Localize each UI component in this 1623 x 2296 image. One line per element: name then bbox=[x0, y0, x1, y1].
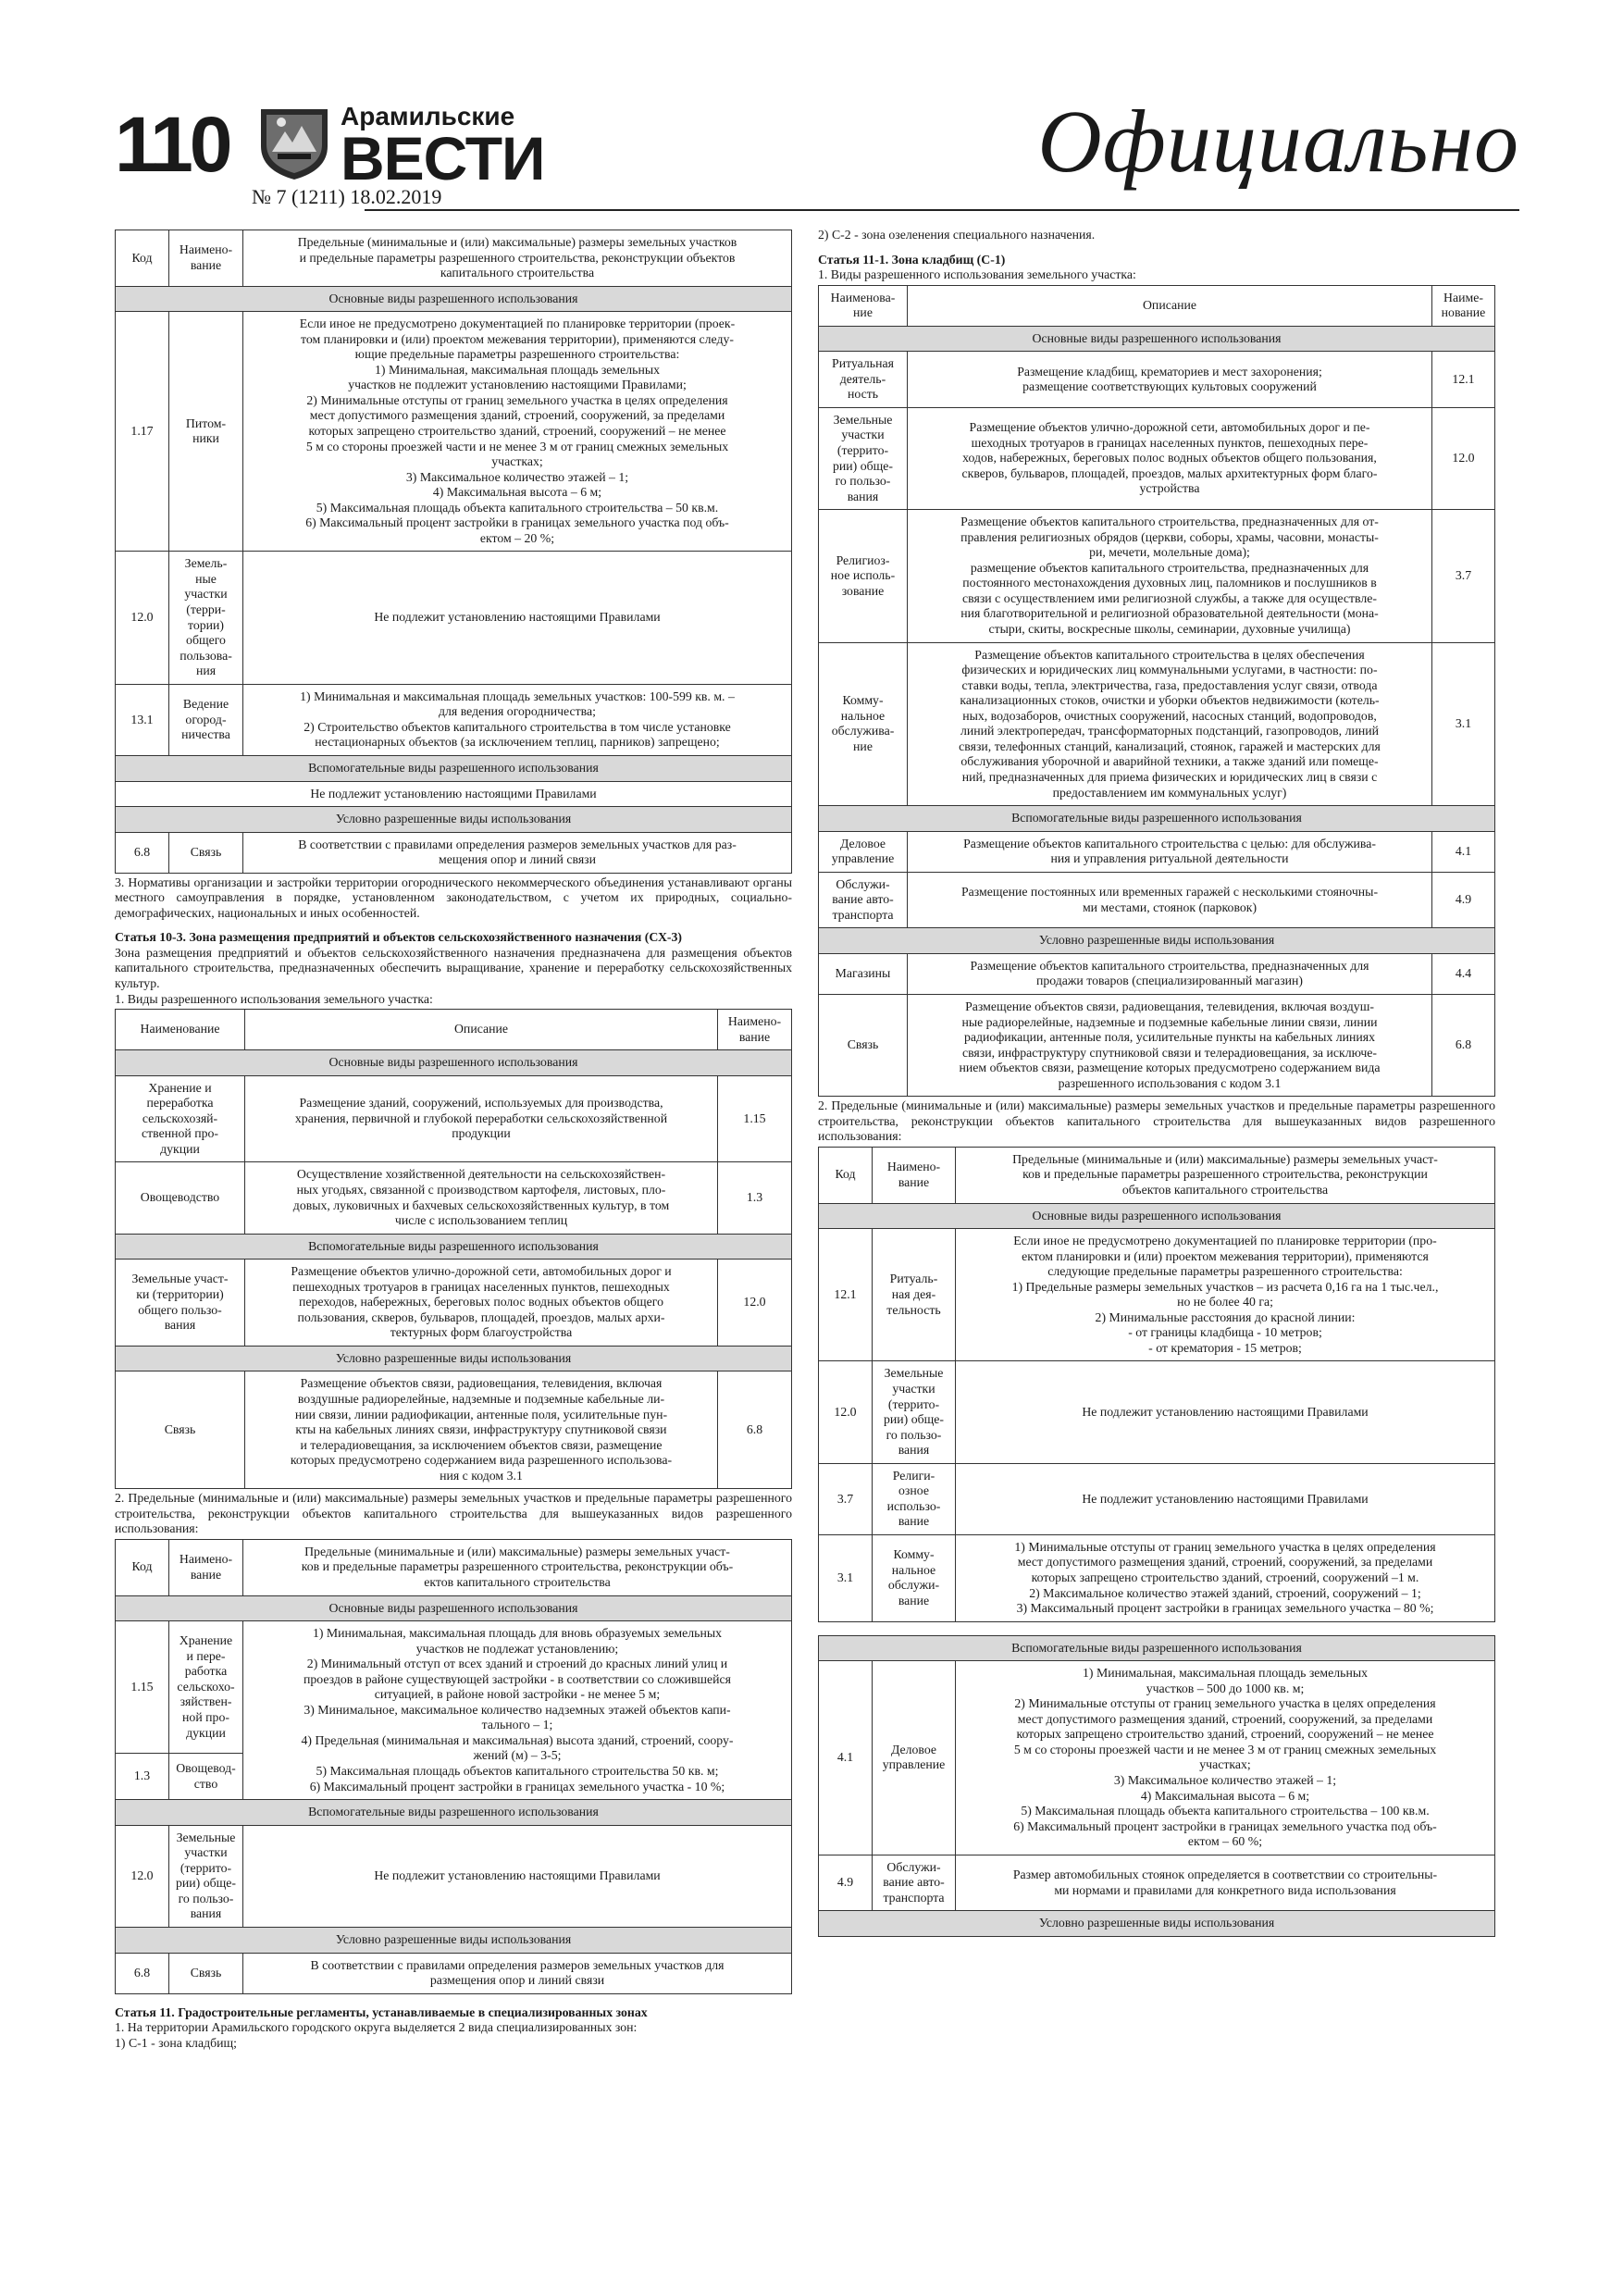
name-cell: Земельные участки (террито- рии) обще- го пользо- вания bbox=[169, 1825, 243, 1927]
name-cell: Хранение и пере- работка сельскохо- зяйствен- ной про- дукции bbox=[169, 1621, 243, 1754]
code-cell: 6.8 bbox=[116, 832, 169, 873]
limits-cell: Не подлежит установлению настоящими Правилами bbox=[243, 1825, 792, 1927]
article-title: Статья 10-3. Зона размещения предприятий и объектов сельскохозяйственного назначения (СХ-3) bbox=[115, 930, 682, 945]
paragraph: Зона размещения предприятий и объектов сельскохозяйственного назначения предназначена для размещения объектов капитального строительства, предназначенных обеспечить выращивание, хранение и переработку сельскохозяйственных культур. bbox=[115, 945, 792, 990]
section-band: Вспомогательные виды разрешенного использования bbox=[116, 755, 792, 781]
table-row bbox=[819, 1661, 1495, 1855]
table-row bbox=[116, 1162, 792, 1234]
table-row bbox=[116, 832, 792, 873]
code-cell: 12.0 bbox=[116, 552, 169, 684]
section-band: Вспомогательные виды разрешенного использования bbox=[819, 806, 1495, 832]
code-cell: 1.17 bbox=[116, 312, 169, 552]
header-divider bbox=[365, 209, 1519, 211]
code-cell: 3.7 bbox=[1432, 510, 1495, 642]
name-cell: Ритуальная деятель- ность bbox=[819, 352, 908, 408]
description-cell: Размещение зданий, сооружений, используемых для производства, хранения, первичной и глубокой переработки сельскохозяйственной продукции bbox=[245, 1075, 718, 1162]
section-band: Условно разрешенные виды использования bbox=[116, 1346, 792, 1371]
table-header-cell: Код bbox=[819, 1147, 873, 1203]
code-cell: 13.1 bbox=[116, 684, 169, 755]
paragraph: 1. На территории Арамильского городского округа выделяется 2 вида специализированных зон: bbox=[115, 2020, 638, 2035]
limits-cell: Если иное не предусмотрено документацией по планировке территории (проек- том планировки и (или) проектом межевания территории), применяются следу- ющие предельные параметры разрешенного строительства: 1) Минимальная, максимальная площадь земельных участков не подлежит установлению настоящими Правилами; 2) Минимальные отступы от границ земельного участка в целях определения мест допустимого размещения зданий, строений, сооружений, за пределами которых запрещено строительство зданий, строений, сооружений – не менее 5 м со стороны проезжей части и не менее 3 м от границ смежных земельных участках; 3) Максимальное количество этажей – 1; 4) Максимальная высота – 6 м; 5) Максимальная площадь объекта капитального строительства – 50 кв.м. 6) Максимальный процент застройки в границах земельного участка под объ- ектом – 20 %; bbox=[243, 312, 792, 552]
code-cell: 12.0 bbox=[1432, 407, 1495, 509]
table-row bbox=[819, 1361, 1495, 1463]
table-row bbox=[116, 1953, 792, 1993]
code-cell: 6.8 bbox=[1432, 994, 1495, 1096]
code-cell: 6.8 bbox=[718, 1371, 792, 1489]
description-cell: Размещение объектов капитального строительства, предназначенных для продажи товаров (специализированный магазин) bbox=[908, 953, 1432, 994]
table-row bbox=[819, 953, 1495, 994]
code-cell: 1.3 bbox=[116, 1754, 169, 1800]
paragraph: 1. Виды разрешенного использования земельного участка: bbox=[818, 267, 1136, 282]
table-header-cell: Наимено- вание bbox=[718, 1010, 792, 1050]
description-cell: Размещение кладбищ, крематориев и мест захоронения; размещение соответствующих культовых сооружений bbox=[908, 352, 1432, 408]
name-cell: Обслужи- вание авто- транспорта bbox=[873, 1855, 956, 1911]
paragraph: 2) С-2 - зона озеленения специального назначения. bbox=[818, 228, 1096, 242]
section-band: Вспомогательные виды разрешенного использования bbox=[116, 1800, 792, 1826]
table-row bbox=[116, 684, 792, 755]
table-row bbox=[819, 352, 1495, 408]
table-header-cell: Наимено- вание bbox=[873, 1147, 956, 1203]
table-header-cell: Предельные (минимальные и (или) максимальные) размеры земельных участ- ков и предельные параметры разрешенного строительства, реконструкции объектов капитального строительства bbox=[956, 1147, 1495, 1203]
section-band: Основные виды разрешенного использования bbox=[819, 1203, 1495, 1229]
code-cell: 1.15 bbox=[718, 1075, 792, 1162]
code-cell: 4.1 bbox=[819, 1661, 873, 1855]
limits-table-c1 bbox=[818, 1147, 1495, 1622]
limits-cell: Не подлежит установлению настоящими Правилами bbox=[243, 552, 792, 684]
table-header-cell: Наименование bbox=[116, 1010, 245, 1050]
code-cell: 3.1 bbox=[1432, 642, 1495, 805]
name-cell: Овощеводство bbox=[116, 1162, 245, 1234]
name-cell: Связь bbox=[116, 1371, 245, 1489]
code-cell: 12.1 bbox=[819, 1229, 873, 1361]
coat-of-arms-icon bbox=[254, 100, 335, 181]
code-cell: 1.3 bbox=[718, 1162, 792, 1234]
use-types-table-c1 bbox=[818, 285, 1495, 1098]
name-cell: Земельные участки (террито- рии) обще- го пользо- вания bbox=[873, 1361, 956, 1463]
limits-cell: 1) Минимальная, максимальная площадь для вновь образуемых земельных участков не подлежат установлению; 2) Минимальный отступ от всех зданий и строений до красных линий улиц и проездов в районе существующей застройки - в соответствии со сложившейся ситуацией, в районе новой застройки - не менее 5 м; 3) Минимальное, максимальное количество надземных этажей объектов капи- тального – 1; 4) Предельная (минимальная и максимальная) высота зданий, строений, соору- жений (м) – 3-5; 5) Максимальная площадь объектов капитального строительства 50 кв. м; 6) Максимальный процент застройки в границах земельного участка - 10 %; bbox=[243, 1621, 792, 1800]
limits-table-ogorod bbox=[115, 230, 792, 874]
name-cell: Деловое управление bbox=[873, 1661, 956, 1855]
paragraph: 1) С-1 - зона кладбищ; bbox=[115, 2035, 237, 2050]
paragraph: 2. Предельные (минимальные и (или) максимальные) размеры земельных участков и предельные параметры разрешенного строительства, реконструкции объектов капитального строительства для вышеуказанных видов разрешенного использования: bbox=[818, 1098, 1495, 1144]
name-cell: Деловое управление bbox=[819, 831, 908, 872]
description-cell: Размещение объектов связи, радиовещания, телевидения, включая воздушные радиорелейные, надземные и подземные кабельные ли- нии связи, линии радиофикации, антенные поля, усилительные пун- кты на кабельных линиях связи, инфраструктуру спутниковой связи и телерадиовещания, за исключением объектов связи, размещение которых предусмотрено содержанием вида разрешенного использова- ния с кодом 3.1 bbox=[245, 1371, 718, 1489]
name-cell: Религи- озное использо- вание bbox=[873, 1463, 956, 1534]
table-header-cell: Описание bbox=[908, 285, 1432, 326]
limits-cell: В соответствии с правилами определения размеров земельных участков для раз- мещения опор и линий связи bbox=[243, 832, 792, 873]
table-row bbox=[819, 1534, 1495, 1621]
limits-cell: Не подлежит установлению настоящими Правилами bbox=[116, 781, 792, 807]
code-cell: 12.0 bbox=[718, 1260, 792, 1347]
table-header-cell: Код bbox=[116, 230, 169, 287]
limits-cell: 1) Минимальная, максимальная площадь земельных участков – 500 до 1000 кв. м; 2) Минимальные отступы от границ земельного участка в целях определения мест допустимого размещения зданий, строений, сооружений, за пределами которых запрещено строительство зданий, строений, сооружений – не менее 5 м со стороны проезжей части и не менее 3 м от границ смежных земельных участках; 3) Максимальное количество этажей – 1; 4) Максимальная высота – 6 м; 5) Максимальная площадь объекта капитального строительства – 100 кв.м. 6) Максимальный процент застройки в границах земельного участка под объ- ектом – 60 %; bbox=[956, 1661, 1495, 1855]
table-header-cell: Наименова- ние bbox=[819, 285, 908, 326]
code-cell: 6.8 bbox=[116, 1953, 169, 1993]
section-band: Вспомогательные виды разрешенного использования bbox=[116, 1234, 792, 1260]
description-cell: Осуществление хозяйственной деятельности на сельскохозяйствен- ных угодьях, связанной с производством картофеля, листовых, пло- довых, луковичных и бахчевых сельскохозяйственных культур, в том числе с использованием теплиц bbox=[245, 1162, 718, 1234]
table-header-row bbox=[116, 1539, 792, 1595]
name-cell: Связь bbox=[819, 994, 908, 1096]
right-column bbox=[818, 228, 1495, 1939]
section-band: Основные виды разрешенного использования bbox=[116, 286, 792, 312]
paragraph: 2. Предельные (минимальные и (или) максимальные) размеры земельных участков и предельные параметры разрешенного строительства, реконструкции объектов капитального строительства для вышеуказанных видов разрешенного использования: bbox=[115, 1491, 792, 1536]
code-cell: 12.1 bbox=[1432, 352, 1495, 408]
name-cell: Комму- нальное обслужива- ние bbox=[819, 642, 908, 805]
name-cell: Магазины bbox=[819, 953, 908, 994]
use-types-table-sx3 bbox=[115, 1009, 792, 1489]
section-title: Официально bbox=[1037, 92, 1519, 191]
code-cell: 4.9 bbox=[819, 1855, 873, 1911]
brand-name-small: Арамильские bbox=[341, 102, 515, 130]
limits-table-c1-auxiliary bbox=[818, 1635, 1495, 1937]
section-band: Основные виды разрешенного использования bbox=[116, 1595, 792, 1621]
table-header-cell: Наимено- вание bbox=[169, 230, 243, 287]
code-cell: 4.1 bbox=[1432, 831, 1495, 872]
section-band: Основные виды разрешенного использования bbox=[116, 1050, 792, 1076]
table-row bbox=[819, 1229, 1495, 1361]
table-header-cell: Описание bbox=[245, 1010, 718, 1050]
limits-cell: Не подлежит установлению настоящими Правилами bbox=[956, 1463, 1495, 1534]
section-band: Условно разрешенные виды использования bbox=[116, 1927, 792, 1953]
name-cell: Ведение огород- ничества bbox=[169, 684, 243, 755]
table-row bbox=[116, 1621, 792, 1754]
table-header-cell: Предельные (минимальные и (или) максимальные) размеры земельных участков и предельные параметры разрешенного строительства, реконструкции объектов капитального строительства bbox=[243, 230, 792, 287]
limits-cell: Не подлежит установлению настоящими Правилами bbox=[956, 1361, 1495, 1463]
table-row bbox=[819, 510, 1495, 642]
issue-number-date: № 7 (1211) 18.02.2019 bbox=[252, 185, 442, 208]
table-header-row bbox=[819, 1147, 1495, 1203]
description-cell: Размещение объектов улично-дорожной сети, автомобильных дорог и пешеходных тротуаров в границах населенных пунктов, пешеходных переходов, набережных, береговых полос водных объектов общего пользования, скверов, бульваров, площадей, проездов, малых архи- тектурных форм благоустройства bbox=[245, 1260, 718, 1347]
description-cell: Размещение постоянных или временных гаражей с несколькими стояночны- ми местами, стоянок (парковок) bbox=[908, 872, 1432, 928]
code-cell: 1.15 bbox=[116, 1621, 169, 1754]
name-cell: Хранение и переработка сельскохозяй- ственной про- дукции bbox=[116, 1075, 245, 1162]
name-cell: Земельные участки (террито- рии) обще- го пользо- вания bbox=[819, 407, 908, 509]
code-cell: 3.7 bbox=[819, 1463, 873, 1534]
table-header-cell: Наимено- вание bbox=[169, 1539, 243, 1595]
page-number: 110 bbox=[115, 101, 229, 188]
table-row bbox=[116, 1260, 792, 1347]
table-row bbox=[116, 552, 792, 684]
table-row bbox=[819, 642, 1495, 805]
paragraph: 1. Виды разрешенного использования земельного участка: bbox=[115, 991, 433, 1006]
section-band: Условно разрешенные виды использования bbox=[819, 928, 1495, 954]
table-row bbox=[819, 1855, 1495, 1911]
description-cell: Размещение объектов капитального строительства, предназначенных для от- правления религиозных обрядов (церкви, соборы, храмы, часовни, монасты- ри, мечети, молельные дома); размещение объектов капитального строительства, предназначенных для постоянного местонахождения духовных лиц, паломников и послушников в связи с осуществлением ими религиозной службы, а также для осуществле- ния благотворительной и религиозной образовательной деятельности (мона- стыри, скиты, воскресные школы, семинарии, духовные училища) bbox=[908, 510, 1432, 642]
table-header-cell: Предельные (минимальные и (или) максимальные) размеры земельных участ- ков и предельные параметры разрешенного строительства, реконструкции объ- ектов капитального строительства bbox=[243, 1539, 792, 1595]
article-title: Статья 11-1. Зона кладбищ (С-1) bbox=[818, 252, 1006, 267]
limits-cell: 1) Минимальная и максимальная площадь земельных участков: 100-599 кв. м. – для ведения огородничества; 2) Строительство объектов капитального строительства в том числе установке нестационарных объектов (за исключением теплиц, парников) запрещено; bbox=[243, 684, 792, 755]
name-cell: Религиоз- ное исполь- зование bbox=[819, 510, 908, 642]
page-header bbox=[115, 93, 1519, 211]
name-cell: Связь bbox=[169, 832, 243, 873]
limits-cell: Размер автомобильных стоянок определяется в соответствии со строительны- ми нормами и правилами для конкретного вида использования bbox=[956, 1855, 1495, 1911]
paragraph: 3. Нормативы организации и застройки территории огороднического некоммерческого объединения устанавливают органы местного самоуправления в порядке, установленном законодательством, с учетом их природных, социально-демографических, национальных и иных особенностей. bbox=[115, 875, 792, 920]
brand-name: ВЕСТИ bbox=[341, 124, 545, 192]
name-cell: Связь bbox=[169, 1953, 243, 1993]
table-header-row bbox=[819, 285, 1495, 326]
table-header-row bbox=[116, 230, 792, 287]
table-header-cell: Наиме- нование bbox=[1432, 285, 1495, 326]
table-row bbox=[819, 407, 1495, 509]
section-band: Условно разрешенные виды использования bbox=[116, 807, 792, 833]
table-row bbox=[116, 312, 792, 552]
table-row bbox=[116, 1825, 792, 1927]
code-cell: 3.1 bbox=[819, 1534, 873, 1621]
table-row bbox=[819, 994, 1495, 1096]
table-header-cell: Код bbox=[116, 1539, 169, 1595]
code-cell: 4.4 bbox=[1432, 953, 1495, 994]
code-cell: 12.0 bbox=[116, 1825, 169, 1927]
name-cell: Овощевод- ство bbox=[169, 1754, 243, 1800]
table-row bbox=[116, 1075, 792, 1162]
section-band: Основные виды разрешенного использования bbox=[819, 326, 1495, 352]
name-cell: Земельные участ- ки (территории) общего пользо- вания bbox=[116, 1260, 245, 1347]
limits-table-sx3 bbox=[115, 1539, 792, 1994]
left-column bbox=[115, 228, 792, 2051]
description-cell: Размещение объектов связи, радиовещания, телевидения, включая воздуш- ные радиорелейные, надземные и подземные кабельные линии связи, линии радиофикации, антенные поля, усилительные пункты на кабельных линиях связи, инфраструктуру спутниковой связи и телерадиовещания, за исключе- нием объектов связи, размещение которых предусмотрено содержанием вида разрешенного использования с кодом 3.1 bbox=[908, 994, 1432, 1096]
article-title: Статья 11. Градостроительные регламенты, устанавливаемые в специализированных зонах bbox=[115, 2004, 648, 2019]
name-cell: Обслужи- вание авто- транспорта bbox=[819, 872, 908, 928]
table-row bbox=[819, 831, 1495, 872]
limits-cell: В соответствии с правилами определения размеров земельных участков для размещения опор и линий связи bbox=[243, 1953, 792, 1993]
description-cell: Размещение объектов улично-дорожной сети, автомобильных дорог и пе- шеходных тротуаров в границах населенных пунктов, пешеходных пере- ходов, набережных, береговых полос водных объектов общего пользования, скверов, бульваров, площадей, проездов, малых архитектурных форм благо- устройства bbox=[908, 407, 1432, 509]
name-cell: Комму- нальное обслужи- вание bbox=[873, 1534, 956, 1621]
code-cell: 12.0 bbox=[819, 1361, 873, 1463]
limits-cell: 1) Минимальные отступы от границ земельного участка в целях определения мест допустимого размещения зданий, строений, сооружений, за пределами которых запрещено строительство зданий, строений, сооружений –1 м. 2) Максимальное количество этажей зданий, строений, сооружений – 1; 3) Максимальный процент застройки в границах земельного участка – 80 %; bbox=[956, 1534, 1495, 1621]
section-band: Вспомогательные виды разрешенного использования bbox=[819, 1635, 1495, 1661]
name-cell: Земель- ные участки (терри- тории) общего пользова- ния bbox=[169, 552, 243, 684]
description-cell: Размещение объектов капитального строительства с целью: для обслужива- ния и управления ритуальной деятельности bbox=[908, 831, 1432, 872]
limits-cell: Если иное не предусмотрено документацией по планировке территории (про- ектом планировки и (или) проектом межевания территории), применяются следующие предельные параметры разрешенного строительства: 1) Предельные размеры земельных участков – из расчета 0,16 га на 1 тыс.чел., но не более 40 га; 2) Минимальные расстояния до красной линии: - от границы кладбища - 10 метров; - от крематория - 15 метров; bbox=[956, 1229, 1495, 1361]
table-row bbox=[819, 1463, 1495, 1534]
name-cell: Ритуаль- ная дея- тельность bbox=[873, 1229, 956, 1361]
table-header-row bbox=[116, 1010, 792, 1050]
table-row bbox=[116, 1371, 792, 1489]
table-row bbox=[819, 872, 1495, 928]
code-cell: 4.9 bbox=[1432, 872, 1495, 928]
name-cell: Питом- ники bbox=[169, 312, 243, 552]
description-cell: Размещение объектов капитального строительства в целях обеспечения физических и юридических лиц коммунальными услугами, в частности: по- ставки воды, тепла, электричества, газа, предоставления услуг связи, отвода канализационных стоков, очистки и уборки объектов недвижимости (котель- ных, водозаборов, очистных сооружений, насосных станций, водопроводов, линий электропередач, трансформаторных подстанций, газопроводов, линий связи, телефонных станций, канализаций, стоянок, гаражей и мастерских для обслуживания уборочной и аварийной техники, а также зданий или помеще- ний, предназначенных для приема физических и юридических лиц в связи с предоставлением им коммунальных услуг) bbox=[908, 642, 1432, 805]
section-band: Условно разрешенные виды использования bbox=[819, 1911, 1495, 1937]
